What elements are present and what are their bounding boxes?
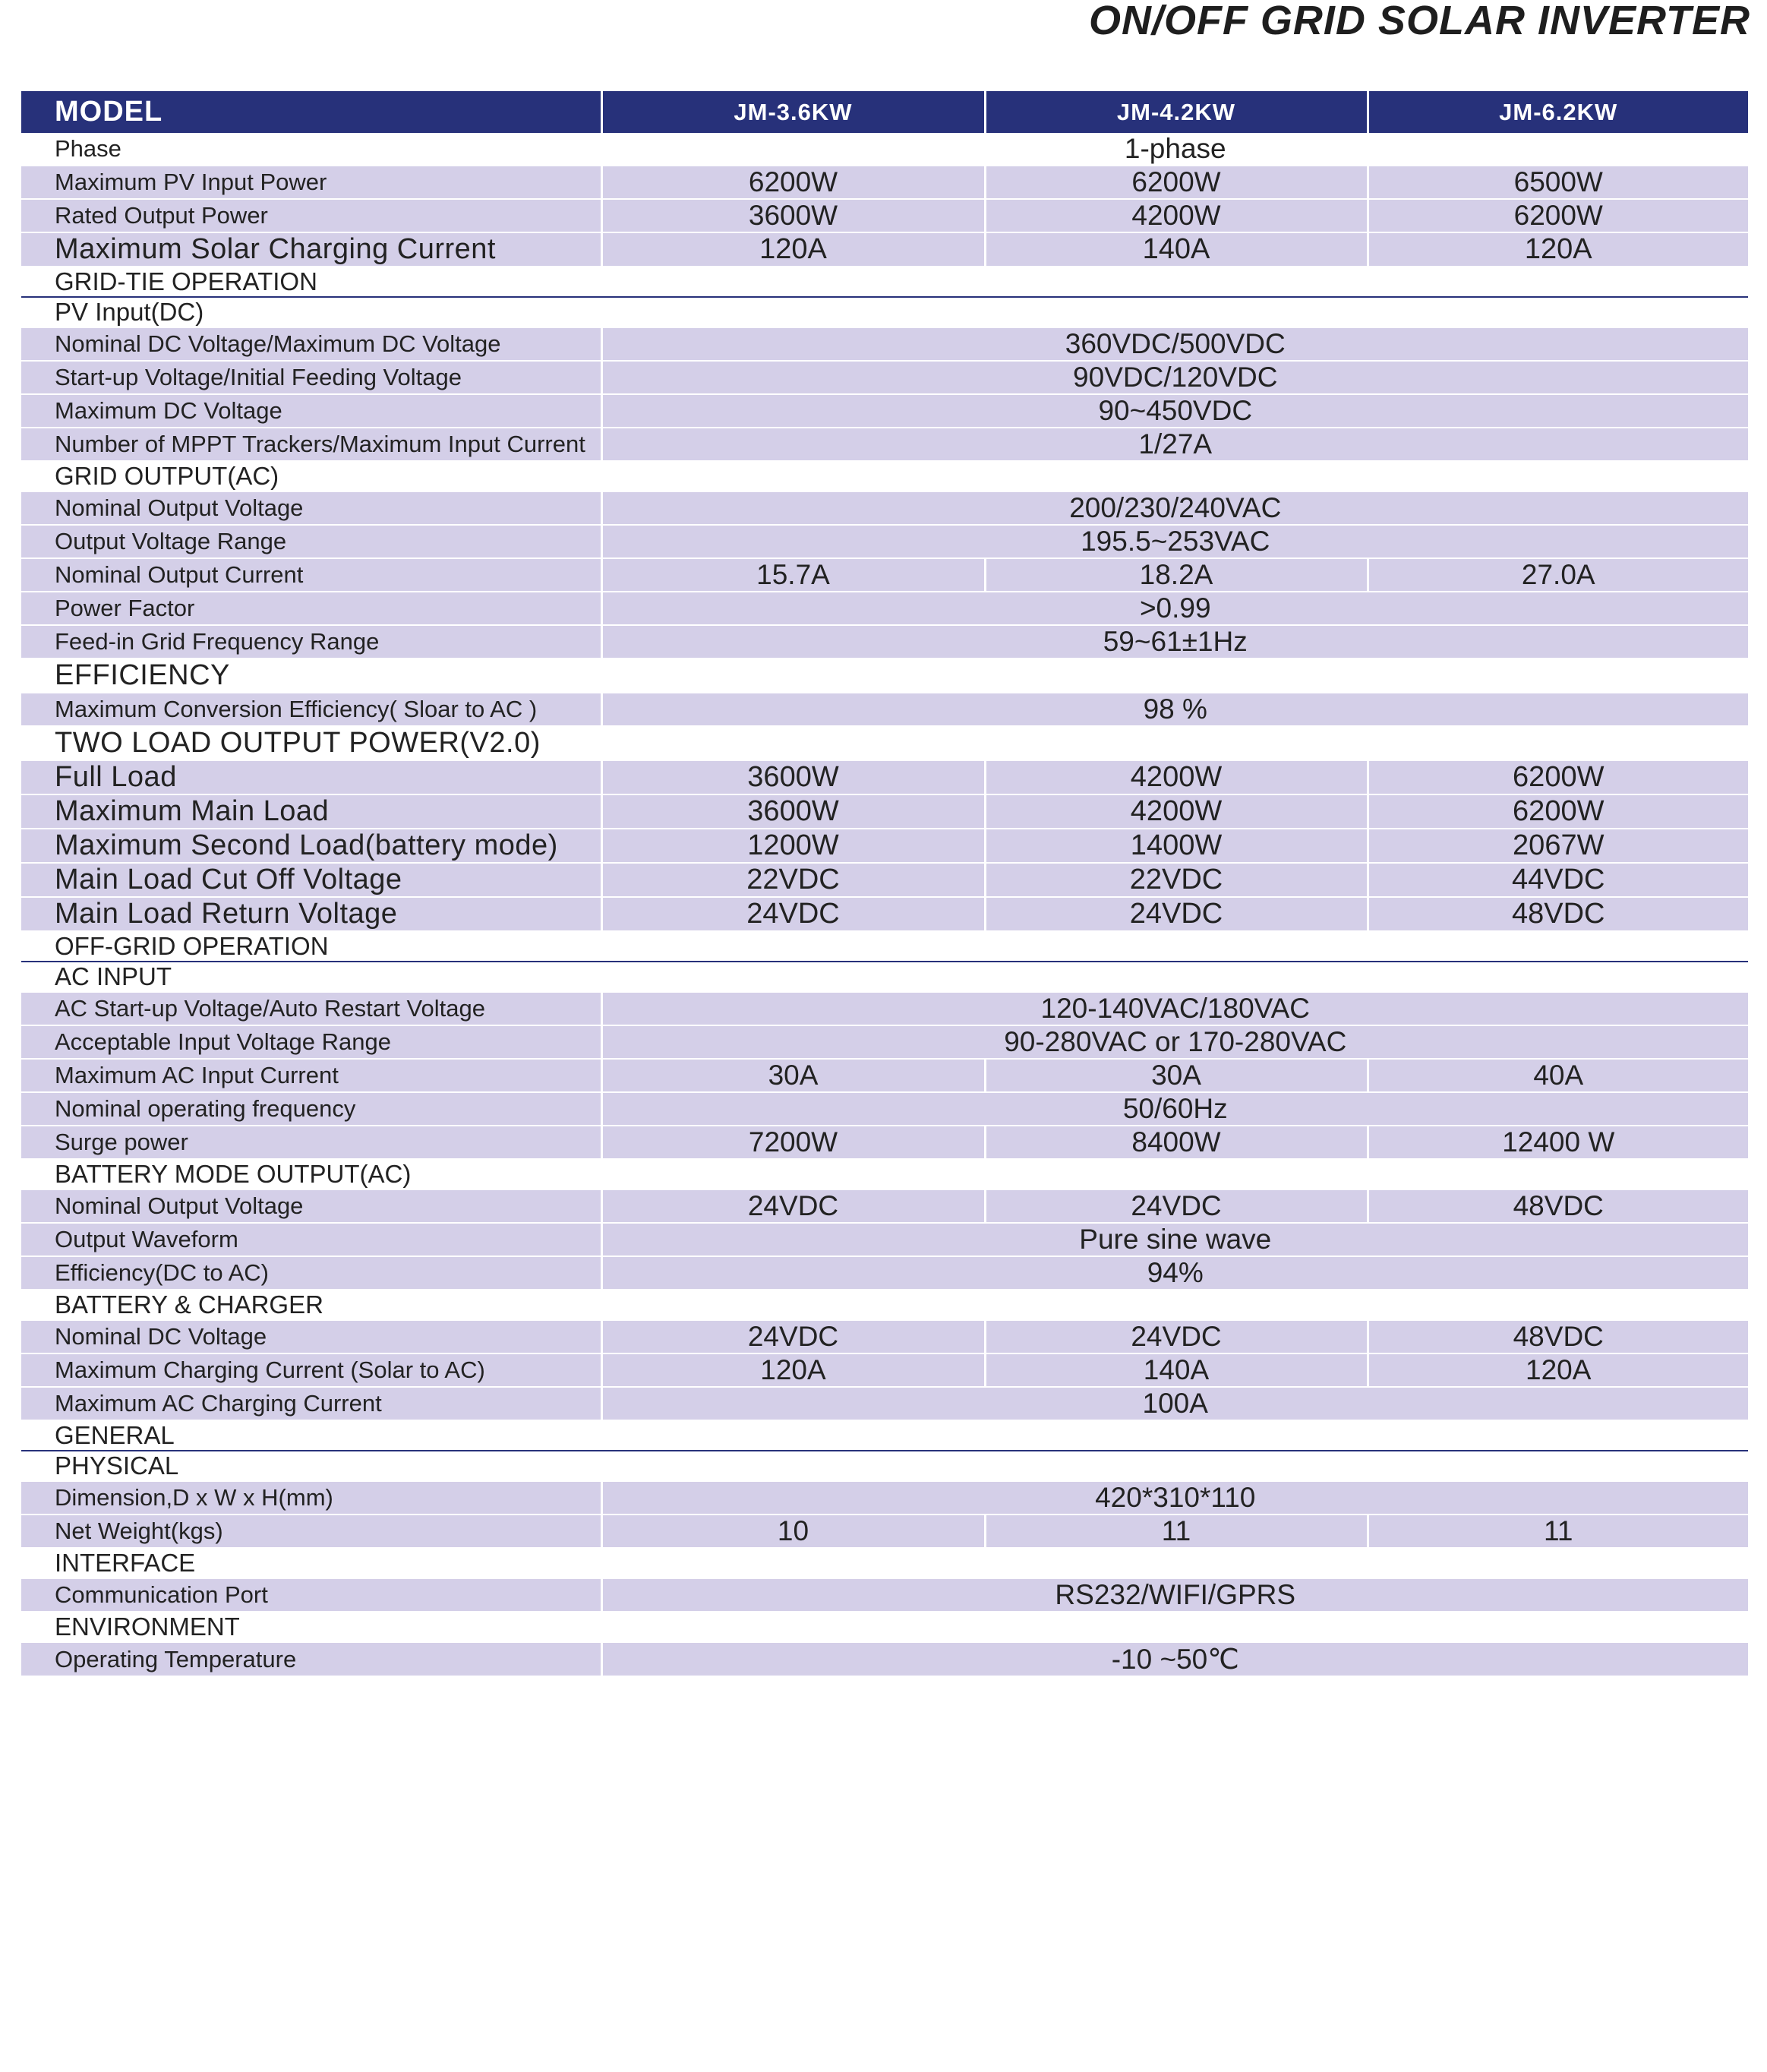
spec-row: [21, 693, 1748, 726]
spec-row: [21, 1025, 1748, 1059]
spec-value: 6200W: [601, 166, 985, 199]
spec-label: Net Weight(kgs): [21, 1515, 601, 1548]
spec-value: 27.0A: [1368, 558, 1748, 592]
spec-value: 24VDC: [985, 1189, 1368, 1223]
section-row: [21, 461, 1748, 491]
spec-value: 3600W: [601, 760, 985, 794]
spec-label: Maximum Main Load: [21, 794, 601, 829]
spec-value: 11: [985, 1515, 1368, 1548]
section-heading: PV Input(DC): [21, 297, 1748, 327]
spec-value: 48VDC: [1368, 897, 1748, 931]
spec-value: 8400W: [985, 1126, 1368, 1159]
section-heading: GENERAL: [21, 1420, 1748, 1451]
spec-row: [21, 992, 1748, 1025]
spec-value: 12400 W: [1368, 1126, 1748, 1159]
section-heading: EFFICIENCY: [21, 659, 1748, 693]
section-row: [21, 1420, 1748, 1451]
section-row: [21, 1548, 1748, 1578]
spec-row: [21, 625, 1748, 659]
spec-value: 90VDC/120VDC: [601, 361, 1748, 394]
spec-value: 1400W: [985, 829, 1368, 863]
spec-value: 94%: [601, 1256, 1748, 1290]
section-heading: OFF-GRID OPERATION: [21, 931, 1748, 962]
spec-value: 140A: [985, 1353, 1368, 1387]
spec-label: Communication Port: [21, 1578, 601, 1612]
header-model-jm-4-2kw: JM-4.2KW: [985, 91, 1368, 133]
spec-label: Maximum DC Voltage: [21, 394, 601, 428]
spec-value: 200/230/240VAC: [601, 491, 1748, 525]
spec-label: Efficiency(DC to AC): [21, 1256, 601, 1290]
spec-row: [21, 133, 1748, 166]
spec-label: Operating Temperature: [21, 1642, 601, 1676]
spec-row: [21, 794, 1748, 829]
spec-value: 120A: [1368, 1353, 1748, 1387]
spec-value: 90-280VAC or 170-280VAC: [601, 1025, 1748, 1059]
spec-value: 30A: [601, 1059, 985, 1092]
spec-row: [21, 1515, 1748, 1548]
section-row: [21, 1612, 1748, 1642]
spec-label: Nominal DC Voltage: [21, 1320, 601, 1353]
spec-value: 24VDC: [601, 897, 985, 931]
spec-value: 120A: [1368, 232, 1748, 267]
spec-value: 48VDC: [1368, 1320, 1748, 1353]
spec-value: -10 ~50℃: [601, 1642, 1748, 1676]
spec-value: 420*310*110: [601, 1481, 1748, 1515]
spec-value: 6200W: [985, 166, 1368, 199]
spec-label: Nominal Output Current: [21, 558, 601, 592]
spec-value: 24VDC: [601, 1320, 985, 1353]
section-row: [21, 267, 1748, 297]
spec-value: 6200W: [1368, 794, 1748, 829]
spec-label: AC Start-up Voltage/Auto Restart Voltage: [21, 992, 601, 1025]
spec-row: [21, 1223, 1748, 1256]
spec-row: [21, 166, 1748, 199]
header-model-jm-3-6kw: JM-3.6KW: [601, 91, 985, 133]
spec-row: [21, 1189, 1748, 1223]
spec-row: [21, 361, 1748, 394]
spec-label: Dimension,D x W x H(mm): [21, 1481, 601, 1515]
spec-label: Maximum PV Input Power: [21, 166, 601, 199]
spec-label: Nominal operating frequency: [21, 1092, 601, 1126]
spec-value: 50/60Hz: [601, 1092, 1748, 1126]
header-row: [21, 91, 1748, 133]
section-row: [21, 1159, 1748, 1189]
spec-label: Surge power: [21, 1126, 601, 1159]
section-heading: ENVIRONMENT: [21, 1612, 1748, 1642]
spec-row: [21, 1320, 1748, 1353]
spec-value: 30A: [985, 1059, 1368, 1092]
spec-value: 140A: [985, 232, 1368, 267]
spec-value: 1-phase: [601, 133, 1748, 166]
spec-value: 40A: [1368, 1059, 1748, 1092]
spec-value: 3600W: [601, 794, 985, 829]
section-heading: GRID-TIE OPERATION: [21, 267, 1748, 297]
spec-label: Maximum Charging Current (Solar to AC): [21, 1353, 601, 1387]
spec-label: Nominal DC Voltage/Maximum DC Voltage: [21, 327, 601, 361]
spec-value: 6200W: [1368, 199, 1748, 232]
section-row: [21, 1290, 1748, 1320]
spec-value: 7200W: [601, 1126, 985, 1159]
spec-row: [21, 1481, 1748, 1515]
spec-label: Start-up Voltage/Initial Feeding Voltage: [21, 361, 601, 394]
spec-label: Output Waveform: [21, 1223, 601, 1256]
spec-label: Main Load Return Voltage: [21, 897, 601, 931]
spec-row: [21, 394, 1748, 428]
spec-value: 24VDC: [985, 897, 1368, 931]
spec-label: Maximum AC Charging Current: [21, 1387, 601, 1420]
section-row: [21, 962, 1748, 992]
spec-value: 15.7A: [601, 558, 985, 592]
spec-value: 90~450VDC: [601, 394, 1748, 428]
spec-row: [21, 1387, 1748, 1420]
spec-label: Nominal Output Voltage: [21, 491, 601, 525]
section-heading: PHYSICAL: [21, 1451, 1748, 1481]
spec-value: 6500W: [1368, 166, 1748, 199]
spec-value: 11: [1368, 1515, 1748, 1548]
spec-value: RS232/WIFI/GPRS: [601, 1578, 1748, 1612]
spec-value: 22VDC: [985, 863, 1368, 897]
spec-label: Feed-in Grid Frequency Range: [21, 625, 601, 659]
spec-value: 120A: [601, 1353, 985, 1387]
spec-label: Output Voltage Range: [21, 525, 601, 558]
spec-value: >0.99: [601, 592, 1748, 625]
spec-table: [21, 91, 1748, 1677]
section-heading: BATTERY MODE OUTPUT(AC): [21, 1159, 1748, 1189]
spec-value: 4200W: [985, 794, 1368, 829]
document-title: ON/OFF GRID SOLAR INVERTER: [1088, 0, 1750, 43]
spec-label: Rated Output Power: [21, 199, 601, 232]
spec-row: [21, 1353, 1748, 1387]
spec-value: 3600W: [601, 199, 985, 232]
spec-label: Acceptable Input Voltage Range: [21, 1025, 601, 1059]
spec-row: [21, 1256, 1748, 1290]
spec-row: [21, 428, 1748, 461]
spec-value: 24VDC: [601, 1189, 985, 1223]
spec-value: 120-140VAC/180VAC: [601, 992, 1748, 1025]
spec-value: 98 %: [601, 693, 1748, 726]
spec-label: Power Factor: [21, 592, 601, 625]
spec-row: [21, 592, 1748, 625]
spec-row: [21, 897, 1748, 931]
header-model: MODEL: [21, 91, 601, 133]
section-row: [21, 297, 1748, 327]
spec-value: Pure sine wave: [601, 1223, 1748, 1256]
spec-row: [21, 327, 1748, 361]
spec-value: 59~61±1Hz: [601, 625, 1748, 659]
spec-row: [21, 1059, 1748, 1092]
spec-value: 4200W: [985, 760, 1368, 794]
section-row: [21, 726, 1748, 760]
section-heading: INTERFACE: [21, 1548, 1748, 1578]
spec-row: [21, 199, 1748, 232]
spec-value: 18.2A: [985, 558, 1368, 592]
spec-value: 44VDC: [1368, 863, 1748, 897]
spec-row: [21, 558, 1748, 592]
spec-row: [21, 232, 1748, 267]
spec-value: 6200W: [1368, 760, 1748, 794]
spec-label: Phase: [21, 133, 601, 166]
spec-row: [21, 1642, 1748, 1676]
section-heading: AC INPUT: [21, 962, 1748, 992]
spec-label: Maximum AC Input Current: [21, 1059, 601, 1092]
spec-body: [21, 133, 1748, 1676]
spec-value: 2067W: [1368, 829, 1748, 863]
spec-row: [21, 1578, 1748, 1612]
spec-label: Maximum Solar Charging Current: [21, 232, 601, 267]
spec-value: 360VDC/500VDC: [601, 327, 1748, 361]
spec-row: [21, 491, 1748, 525]
spec-value: 195.5~253VAC: [601, 525, 1748, 558]
spec-label: Main Load Cut Off Voltage: [21, 863, 601, 897]
section-heading: TWO LOAD OUTPUT POWER(V2.0): [21, 726, 1748, 760]
section-heading: BATTERY & CHARGER: [21, 1290, 1748, 1320]
header-model-jm-6-2kw: JM-6.2KW: [1368, 91, 1748, 133]
spec-row: [21, 525, 1748, 558]
spec-value: 10: [601, 1515, 985, 1548]
section-row: [21, 659, 1748, 693]
spec-value: 1/27A: [601, 428, 1748, 461]
spec-value: 1200W: [601, 829, 985, 863]
spec-value: 24VDC: [985, 1320, 1368, 1353]
spec-row: [21, 829, 1748, 863]
spec-value: 100A: [601, 1387, 1748, 1420]
spec-value: 4200W: [985, 199, 1368, 232]
spec-label: Full Load: [21, 760, 601, 794]
section-row: [21, 1451, 1748, 1481]
spec-value: 120A: [601, 232, 985, 267]
spec-row: [21, 1126, 1748, 1159]
spec-row: [21, 1092, 1748, 1126]
spec-label: Maximum Second Load(battery mode): [21, 829, 601, 863]
spec-label: Number of MPPT Trackers/Maximum Input Current: [21, 428, 601, 461]
spec-value: 22VDC: [601, 863, 985, 897]
spec-label: Maximum Conversion Efficiency( Sloar to AC ): [21, 693, 601, 726]
section-row: [21, 931, 1748, 962]
section-heading: GRID OUTPUT(AC): [21, 461, 1748, 491]
spec-row: [21, 760, 1748, 794]
spec-value: 48VDC: [1368, 1189, 1748, 1223]
spec-label: Nominal Output Voltage: [21, 1189, 601, 1223]
spec-row: [21, 863, 1748, 897]
